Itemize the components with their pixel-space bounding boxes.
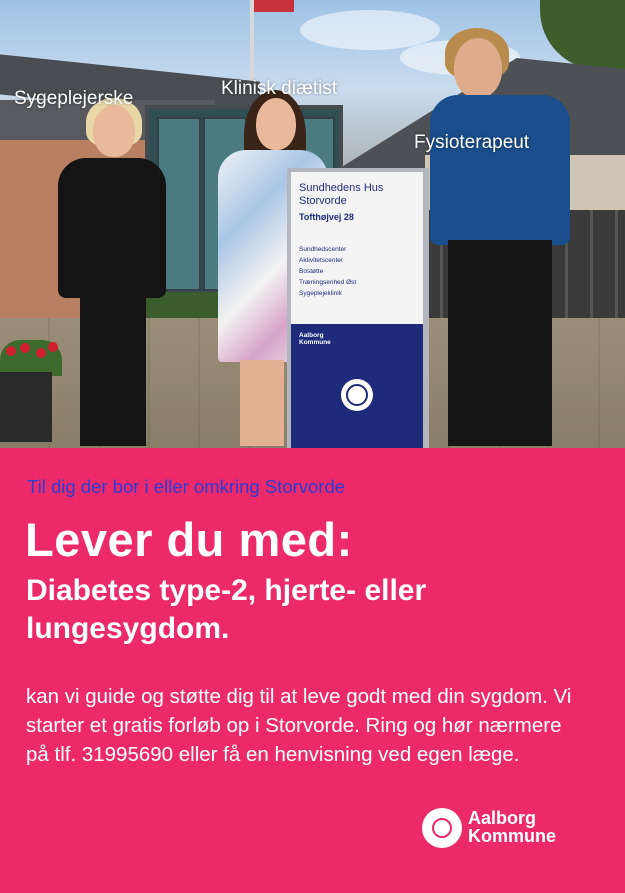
sign-title: Sundhedens Hus Storvorde xyxy=(299,182,384,207)
flower-pot xyxy=(0,340,62,376)
sign-service-item: Bostøtte xyxy=(299,268,324,275)
sign-logo-text xyxy=(299,332,331,346)
intro-text: Til dig der bor i eller omkring Storvorde xyxy=(27,476,346,497)
info-panel xyxy=(0,448,625,893)
tree xyxy=(540,0,625,70)
flag xyxy=(254,0,294,12)
body-text: kan vi guide og støtte dig til at leve godt med din sygdom. Vi starter et gratis forløb op i Storvorde. Ring og hør nærmere på tlf. 31995690 eller få en henvisning ved egen læge. xyxy=(26,685,572,766)
aalborg-kommune-logo xyxy=(422,806,572,850)
headline: Lever du med: xyxy=(25,513,353,566)
sign-address: Tofthøjvej 28 xyxy=(299,212,354,222)
sign-logo-line1: Aalborg xyxy=(299,332,324,339)
sign-service-item: Sygeplejeklinik xyxy=(299,290,342,297)
municipality-seal-icon xyxy=(422,808,462,848)
logo-line2: Kommune xyxy=(468,826,557,846)
logo-line1: Aalborg xyxy=(468,808,537,828)
sign-service-item: Sundhedscenter xyxy=(299,246,347,253)
sign-services xyxy=(299,244,356,299)
subheadline: Diabetes type-2, hjerte- eller lungesygdom. xyxy=(26,574,427,645)
label-physiotherapist: Fysioterapeut xyxy=(414,132,530,153)
building-sign xyxy=(287,168,429,448)
sign-service-item: Træningsenhed Øst xyxy=(299,279,357,286)
municipality-seal-icon xyxy=(341,379,373,411)
label-dietitian: Klinisk diætist xyxy=(221,78,338,99)
label-nurse: Sygeplejerske xyxy=(14,88,134,109)
sign-logo-line2: Kommune xyxy=(299,339,331,346)
logo-text xyxy=(468,809,556,845)
sign-service-item: Aktivitetscenter xyxy=(299,257,344,264)
planter xyxy=(0,372,52,442)
